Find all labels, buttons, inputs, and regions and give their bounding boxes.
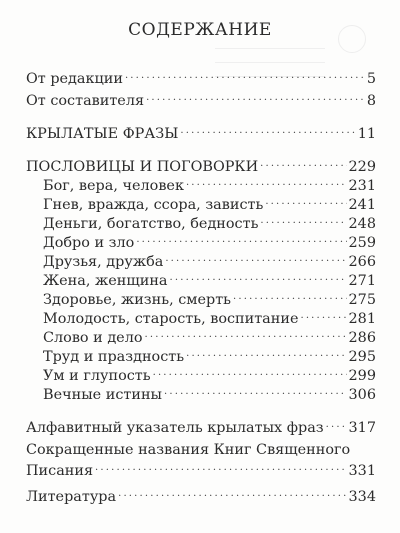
- dot-leader: [164, 385, 347, 399]
- toc-entry-label: Добро и зло: [43, 235, 135, 251]
- dot-leader: [153, 366, 347, 380]
- toc-entry-page: 11: [357, 126, 376, 142]
- dot-leader: [300, 309, 346, 323]
- toc-entry-label: КРЫЛАТЫЕ ФРАЗЫ: [26, 126, 179, 142]
- dot-leader: [170, 271, 347, 285]
- toc-entry-label: Деньги, богатство, бедность: [43, 216, 259, 232]
- toc-entry-label: Молодость, старость, воспитание: [43, 311, 299, 327]
- toc-entry-label: Бог, вера, человек: [43, 178, 184, 194]
- toc-entry-page: 317: [348, 420, 376, 436]
- toc-subentry[interactable]: [43, 252, 376, 271]
- toc-entry-page: 248: [348, 216, 376, 232]
- dot-leader: [95, 461, 346, 475]
- toc-heading: СОДЕРЖАНИЕ: [128, 20, 272, 40]
- dot-leader: [326, 418, 347, 432]
- toc-entry-label: Вечные истины: [43, 387, 162, 403]
- toc-entry[interactable]: [26, 487, 376, 506]
- toc-entry-label: Жена, женщина: [43, 273, 168, 289]
- toc-entry[interactable]: [26, 418, 376, 437]
- toc-entry-label: Ум и глупость: [43, 368, 151, 384]
- toc-entry-page: 241: [348, 197, 376, 213]
- toc-entry-label: Литература: [26, 489, 117, 505]
- dot-leader: [260, 214, 346, 228]
- toc-entry-label: Друзья, дружба: [43, 254, 164, 270]
- dot-leader: [125, 69, 365, 83]
- toc-subentry[interactable]: [43, 290, 376, 309]
- toc-subentry[interactable]: [43, 366, 376, 385]
- toc-entry-label: Алфавитный указатель крылатых фраз: [26, 420, 324, 436]
- toc-entry-page: 306: [348, 387, 376, 403]
- toc-subentry[interactable]: [43, 271, 376, 290]
- toc-entry-page: 271: [348, 273, 376, 289]
- dot-leader: [118, 487, 346, 501]
- dot-leader: [265, 195, 346, 209]
- toc-entry-page: 286: [348, 330, 376, 346]
- toc-entry[interactable]: [26, 157, 376, 176]
- toc-entry[interactable]: [26, 124, 376, 143]
- toc-subentry[interactable]: [43, 176, 376, 195]
- dot-leader: [233, 290, 347, 304]
- toc-entry-page: 259: [348, 235, 376, 251]
- toc-entry-page: 334: [348, 489, 376, 505]
- toc-entry-page: 331: [348, 463, 376, 479]
- toc-entry[interactable]: [26, 91, 376, 110]
- dot-leader: [180, 124, 355, 138]
- toc-entry-page: 8: [366, 93, 376, 109]
- toc-subentry[interactable]: [43, 195, 376, 214]
- dot-leader: [145, 328, 347, 342]
- toc-entry-page: 231: [348, 178, 376, 194]
- toc-entry[interactable]: [26, 69, 376, 88]
- toc-entry-page: 281: [348, 311, 376, 327]
- dot-leader: [146, 91, 365, 105]
- toc-entry-page: 275: [348, 292, 376, 308]
- toc-entry-label: Здоровье, жизнь, смерть: [43, 292, 231, 308]
- toc-subentry[interactable]: [43, 214, 376, 233]
- toc-entry-label-line1[interactable]: Сокращенные названия Книг Священного: [26, 442, 351, 458]
- toc-entry-label: От составителя: [26, 93, 145, 109]
- toc-entry[interactable]: [26, 461, 376, 480]
- dot-leader: [260, 157, 346, 171]
- dot-leader: [136, 233, 346, 247]
- toc-entry-page: 299: [348, 368, 376, 384]
- toc-subentry[interactable]: [43, 309, 376, 328]
- dot-leader: [165, 252, 346, 266]
- toc-entry-label: Труд и праздность: [43, 349, 185, 365]
- toc-entry-label: Гнев, вражда, ссора, зависть: [43, 197, 264, 213]
- toc-entry-label: ПОСЛОВИЦЫ И ПОГОВОРКИ: [26, 159, 259, 175]
- toc-subentry[interactable]: [43, 328, 376, 347]
- toc-subentry[interactable]: [43, 385, 376, 404]
- toc-entry-page: 5: [366, 71, 376, 87]
- toc-subentry[interactable]: [43, 233, 376, 252]
- toc-entry-page: 229: [348, 159, 376, 175]
- toc-entry-label: От редакции: [26, 71, 123, 87]
- toc-entry-label-line2: Писания: [26, 463, 94, 479]
- toc-subentry[interactable]: [43, 347, 376, 366]
- toc-entry-page: 266: [348, 254, 376, 270]
- toc-entry-page: 295: [348, 349, 376, 365]
- dot-leader: [186, 347, 346, 361]
- toc-entry-label: Слово и дело: [43, 330, 143, 346]
- dot-leader: [186, 176, 347, 190]
